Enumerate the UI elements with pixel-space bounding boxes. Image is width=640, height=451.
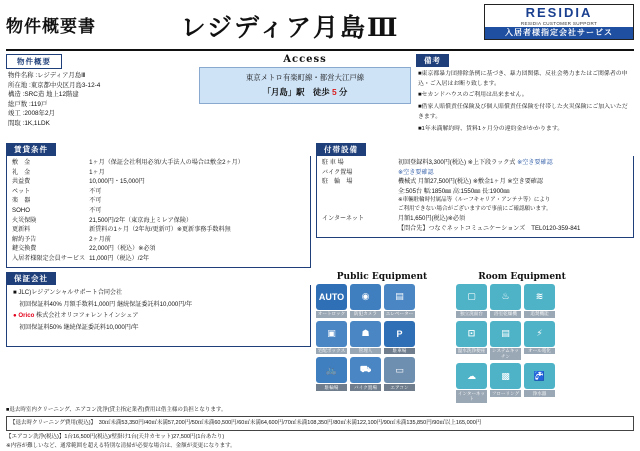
facility-table	[320, 158, 630, 233]
all-electric-icon: ⚡	[524, 321, 555, 347]
equipment-item	[384, 321, 415, 355]
table-row	[320, 158, 630, 168]
equipment-block	[316, 272, 634, 403]
table-row	[10, 158, 307, 168]
facility-key	[320, 206, 396, 215]
equipment-label: 浄水器	[524, 390, 555, 397]
table-row	[10, 168, 307, 178]
fee-key: SOHO	[12, 207, 30, 215]
facility-value: 【問合先】つなぐネットコミュニケーションズ TEL0120-359-841	[398, 224, 581, 232]
facility-key: 駐 車 場	[322, 159, 344, 167]
bottom-section	[6, 272, 634, 403]
equipment-label: 追焚機能	[524, 311, 555, 318]
outline-title: 物件概要	[6, 54, 62, 69]
table-row	[320, 214, 630, 224]
fee-key: 火災保険	[12, 216, 37, 224]
logo-brand: RESIDIA	[525, 5, 593, 20]
equipment-item	[350, 357, 381, 391]
walk-minutes: 5	[331, 86, 337, 97]
fee-key: 更新料	[12, 226, 31, 234]
fee-key: 共益費	[12, 178, 31, 186]
remark-item: ■1年未満解約時、賃料1ヶ月分の違約金がかかります。	[418, 125, 564, 132]
equipment-item	[490, 321, 521, 360]
equipment-item	[456, 363, 487, 402]
fee-key: 礼 金	[12, 168, 31, 176]
facility-key	[320, 187, 396, 197]
table-row	[10, 254, 307, 264]
equipment-item	[456, 284, 487, 318]
equipment-label: 浴室乾燥機	[490, 311, 521, 318]
parking-icon: P	[384, 321, 415, 347]
equipment-label: 駐輪場	[316, 384, 347, 391]
room-equipment-title: Room Equipment	[478, 271, 566, 282]
footer-line: 【退去時クリーニング費用(税込)】 30㎡未満53,350円/40㎡未満57,200円/50㎡未満60,500円/60㎡未満64,600円/70㎡未満108,350円/80㎡未満122,100円/90㎡未満135,850円/90㎡以上165,000円	[10, 420, 482, 427]
facility-value: ※車輛駐輪時付属品等（ルーフキャリア・アンテナ等）により	[398, 197, 551, 204]
facility-value: ご利用できない場合がございますので事前にご確認願います。	[398, 206, 552, 213]
equipment-item	[490, 363, 521, 402]
table-row	[10, 187, 307, 197]
access-walk-line	[206, 85, 404, 99]
fee-value: 不可	[89, 207, 102, 215]
facility-key	[320, 197, 396, 206]
equipment-label: オール電化	[524, 348, 555, 355]
air-conditioner-icon: ▭	[384, 357, 415, 383]
guarantee-title: 保証会社	[6, 272, 56, 285]
table-row	[320, 197, 630, 206]
document-header	[6, 4, 634, 48]
footer-line: ※内容が難しいなど、通常範囲を超える特別な清掃が必要な場合は、金額が変更になります。	[6, 443, 236, 449]
equipment-label: バイク置場	[350, 384, 381, 391]
footer-line: 【エアコン洗浄(税込)】1台16,500円(税込)/壁掛け1台(天井カセット)27,500円(1台あたり)	[6, 434, 225, 441]
equipment-item	[384, 357, 415, 391]
equipment-label: フローリング	[491, 390, 520, 396]
equipment-label: オートロック	[317, 311, 346, 317]
outline-row: 構造 :SRC造 地上12階建	[8, 91, 79, 99]
access-box	[199, 67, 411, 104]
equipment-label: 独立洗面台	[456, 311, 487, 318]
fee-value: 10,000円・15,000円	[89, 178, 145, 186]
facility-table-wrap	[316, 156, 634, 237]
fee-key: 楽 器	[12, 197, 31, 205]
facility-value	[396, 168, 630, 178]
outline-row: 竣工 :2008年2月	[8, 110, 55, 118]
facility-key: 駐 輪 場	[322, 178, 353, 186]
property-name: レジディア月島Ⅲ	[180, 13, 400, 42]
remarks-title: 備考	[416, 54, 449, 67]
guarantee-line: 初回保証料40% 月額手数料1,000円 継続保証委託料10,000円/年	[13, 300, 193, 308]
equipment-item	[316, 284, 347, 318]
public-equipment-grid	[316, 284, 448, 391]
fee-table	[10, 158, 307, 264]
fee-value: 1ヶ月（保証会社利用必須/大手法人の場合は敷金2ヶ月）	[89, 159, 244, 167]
outline-body	[6, 69, 194, 129]
equipment-label: システムキッチン	[491, 348, 519, 359]
footer-line: ■退去時室内クリーニング、エアコン洗浄(貸主指定業者)費用は借主様の負担となります。	[6, 406, 227, 413]
outline-block	[6, 54, 194, 139]
fee-value: 1ヶ月	[89, 168, 105, 176]
facility-title: 付帯設備	[316, 143, 366, 156]
fee-table-wrap	[6, 156, 311, 268]
public-equipment-title: Public Equipment	[336, 271, 428, 282]
facility-value: 全:505台 幅:1850㎜ 高:1550㎜ 長:1900㎜	[398, 187, 510, 195]
equipment-item	[524, 321, 555, 360]
fee-value: 22,000円（税込）※必須	[89, 245, 156, 253]
motorcycle-parking-icon: ⛟	[350, 357, 381, 383]
orico-brand: Orico	[18, 312, 35, 320]
facility-key: インターネット	[322, 215, 365, 223]
equipment-item	[490, 284, 521, 318]
guarantee-body	[6, 285, 311, 347]
caretaker-icon: ☗	[350, 321, 381, 347]
table-row	[10, 226, 307, 236]
fee-value: 不可	[89, 187, 102, 195]
delivery-box-icon: ▣	[316, 321, 347, 347]
security-camera-icon: ◉	[350, 284, 381, 310]
top-section	[6, 54, 634, 139]
washlet-icon: ⊡	[456, 321, 487, 347]
residia-logo	[484, 4, 634, 40]
guarantee-block	[6, 272, 311, 403]
fee-key: 敷 金	[12, 159, 31, 167]
reheating-icon: ≋	[524, 284, 555, 310]
fee-value: 新賃料の1ヶ月（2年毎/更新可）※更新事務手数料無	[89, 226, 231, 234]
equipment-item	[350, 321, 381, 355]
facility-note: ※空き要確認	[517, 159, 553, 167]
facility-note: ※空き要確認	[398, 168, 434, 176]
fee-key: ペット	[12, 187, 31, 195]
outline-row: 総戸数 :119戸	[8, 100, 48, 108]
access-title: Access	[283, 54, 327, 65]
footer-notes	[6, 403, 634, 451]
outline-row: 間取 :1K,1LDK	[8, 120, 50, 128]
table-row	[320, 168, 630, 178]
equipment-item	[456, 321, 487, 360]
remark-item: ■セカンドハウスのご利用は出来ません。	[418, 92, 528, 99]
table-row	[10, 197, 307, 207]
table-row	[10, 235, 307, 245]
equipment-item	[384, 284, 415, 318]
middle-section	[6, 143, 634, 268]
facility-key: バイク置場	[322, 168, 353, 176]
outline-row: 物件名称 :レジディア月島Ⅲ	[8, 72, 86, 79]
equipment-label: 駐車場	[384, 348, 415, 355]
table-row	[10, 206, 307, 216]
access-line: 東京メトロ有楽町線・都営大江戸線	[245, 73, 365, 82]
remarks-block	[416, 54, 634, 139]
system-kitchen-icon: ▤	[490, 321, 521, 347]
equipment-label: 温水洗浄便座	[457, 348, 486, 354]
footer-cleaning-box	[6, 416, 634, 431]
fee-value: 11,000円（税込）/2年	[89, 255, 149, 263]
guarantee-line: ■ JLC)レジデンシャルサポート合同会社	[13, 288, 123, 296]
outline-row: 所在地 :東京都中央区月島3-12-4	[8, 81, 101, 89]
fee-value: 不可	[89, 197, 102, 205]
equipment-item	[524, 284, 555, 318]
table-row	[10, 245, 307, 255]
table-row	[320, 206, 630, 215]
table-row	[10, 216, 307, 226]
flooring-icon: ▩	[490, 363, 521, 389]
equipment-label: インターネット	[457, 390, 486, 402]
equipment-item	[350, 284, 381, 318]
water-purifier-icon: 🚰	[524, 363, 555, 389]
remarks-body	[416, 67, 634, 139]
table-row	[320, 178, 630, 188]
washbasin-icon: ▢	[456, 284, 487, 310]
internet-icon: ☁	[456, 363, 487, 389]
equipment-label: エアコン	[384, 384, 415, 391]
remark-item: ■東京都暴力団排除条例に基づき、暴力団関係、反社会勢力またはご関係者の申込・ご入居はお断り致します。	[418, 71, 628, 87]
facility-value	[396, 158, 630, 168]
room-equipment-grid	[456, 284, 588, 403]
fee-key: 解約予告	[12, 235, 37, 243]
fee-key: 鍵交換費	[12, 245, 37, 253]
facility-key	[320, 224, 396, 234]
fee-value: 2ヶ月前	[89, 235, 111, 243]
facility-value: 機械式 月額27,500円(税込) ※敷金1ヶ月 ※空き要確認	[398, 178, 543, 186]
fee-block	[6, 143, 311, 268]
public-equipment	[316, 272, 448, 403]
table-row	[10, 178, 307, 188]
equipment-item	[316, 321, 347, 355]
equipment-label: 宅配ボックス	[317, 348, 346, 354]
logo-service-band: 入居者様指定会社サービス	[485, 27, 633, 39]
fee-title: 賃貸条件	[6, 143, 56, 156]
elevator-icon: ▤	[384, 284, 415, 310]
equipment-item	[316, 357, 347, 391]
remark-item: ■借家人賠償責任保険及び個人賠償責任保険を付帯した火災保険にご加入いただきます。	[418, 104, 628, 120]
equipment-item	[524, 363, 555, 402]
orico-bullet-icon: ●	[13, 312, 17, 320]
guarantee-line-orico	[10, 310, 307, 322]
logo-subtitle: RESIDIA CUSTOMER SUPPORT	[520, 21, 598, 27]
equipment-label: 防犯カメラ	[350, 311, 381, 318]
facility-block	[316, 143, 634, 268]
table-row	[320, 187, 630, 197]
equipment-label: エレベーター	[385, 311, 414, 317]
bath-dryer-icon: ♨	[490, 284, 521, 310]
fee-key: 入居者様限定会員サービス	[12, 255, 86, 263]
document-title: 物件概要書	[6, 17, 96, 37]
equipment-label: 管理人	[350, 348, 381, 355]
table-row	[320, 224, 630, 234]
facility-value: 月額1,650円(税込)※必須	[398, 215, 466, 223]
header-divider	[6, 49, 634, 51]
fee-value: 21,500円/2年（東京海上ミレア保険）	[89, 216, 193, 224]
facility-value-text: 初回登録料3,300円(税込) ※上下段ラック式	[398, 159, 516, 167]
room-equipment	[456, 272, 588, 403]
guarantee-line: 初回保証料50% 継続保証委託料10,000円/年	[13, 324, 139, 332]
bicycle-parking-icon: 🚲	[316, 357, 347, 383]
access-walk-text: 「月島」駅 徒歩 5 分	[262, 86, 348, 97]
auto-lock-icon: AUTO	[316, 284, 347, 310]
access-block	[199, 54, 411, 139]
orico-company: 株式会社オリコフォレントインシュア	[36, 312, 139, 320]
